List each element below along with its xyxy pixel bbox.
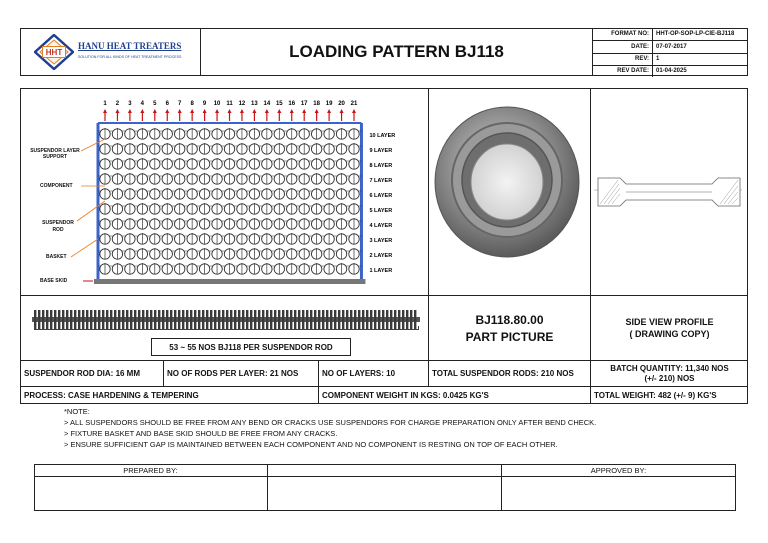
notes bbox=[64, 406, 744, 450]
company-tagline: SOLUTION FOR ALL KINDS OF HEAT TREATMENT PROCESS bbox=[78, 55, 182, 59]
rod-arrow-head bbox=[340, 109, 344, 113]
meta-row-format bbox=[593, 29, 748, 41]
side-view-caption-cell bbox=[591, 306, 748, 350]
rod-number: 12 bbox=[238, 101, 246, 107]
spec-component-weight: COMPONENT WEIGHT IN KGS: 0.0425 KG'S bbox=[322, 391, 489, 400]
rod-arrow-head bbox=[315, 109, 319, 113]
rod-number: 18 bbox=[313, 101, 320, 107]
rod-caption: 53 ~ 55 NOS BJ118 PER SUSPENDOR ROD bbox=[151, 338, 351, 356]
meta-row-rev-date bbox=[593, 66, 748, 77]
meta-label: DATE: bbox=[593, 41, 653, 53]
rod-arrow-head bbox=[190, 109, 194, 113]
spec-rod-dia: SUSPENDOR ROD DIA: 16 MM bbox=[24, 369, 141, 378]
rod-number: 4 bbox=[140, 101, 145, 107]
rod-arrow-head bbox=[165, 109, 169, 113]
meta-label: FORMAT NO: bbox=[593, 29, 653, 40]
callout-base-skid: BASE SKID bbox=[40, 278, 68, 284]
rod-number: 6 bbox=[165, 101, 169, 107]
rod-number: 8 bbox=[190, 101, 194, 107]
divider bbox=[590, 88, 591, 404]
spec-batch-qty bbox=[591, 361, 748, 386]
middle-signature-box bbox=[268, 477, 501, 511]
batch-qty-line1: BATCH QUANTITY: 11,340 NOS bbox=[610, 363, 729, 373]
loading-diagram bbox=[21, 89, 427, 294]
meta-value: HHT-OP-SOP-LP-CIE-BJ118 bbox=[656, 31, 735, 37]
rod-arrow-head bbox=[302, 109, 306, 113]
rod-number: 3 bbox=[128, 101, 132, 107]
meta-label: REV: bbox=[593, 54, 653, 65]
rod-arrow-head bbox=[240, 109, 244, 113]
rod-number: 5 bbox=[153, 101, 157, 107]
meta-value: 1 bbox=[656, 56, 660, 62]
callout-basket: BASKET bbox=[46, 254, 67, 260]
side-view-title: SIDE VIEW PROFILE bbox=[625, 317, 714, 327]
rod-arrow-head bbox=[215, 109, 219, 113]
batch-qty-line2: (+/- 210) NOS bbox=[644, 373, 695, 383]
part-code: BJ118.80.00 bbox=[475, 312, 544, 327]
layer-label: 4 LAYER bbox=[369, 223, 393, 229]
rod-arrow-head bbox=[352, 109, 356, 113]
part-caption: PART PICTURE bbox=[465, 329, 554, 344]
spec-rods-per-layer: NO OF RODS PER LAYER: 21 NOS bbox=[167, 369, 299, 378]
layer-label: 8 LAYER bbox=[369, 163, 393, 169]
rod-arrow-head bbox=[153, 109, 157, 113]
spec-total-weight: TOTAL WEIGHT: 482 (+/- 9) KG'S bbox=[594, 391, 717, 400]
base-skid bbox=[94, 279, 365, 284]
rod-number: 10 bbox=[213, 101, 221, 107]
rod-arrow-head bbox=[103, 109, 107, 113]
meta-label: REV DATE: bbox=[593, 66, 653, 77]
layer-label: 6 LAYER bbox=[369, 193, 393, 199]
spec-total-rods: TOTAL SUSPENDOR RODS: 210 NOS bbox=[432, 369, 574, 378]
note-item: > FIXTURE BASKET AND BASE SKID SHOULD BE FREE FROM ANY CRACKS. bbox=[64, 429, 338, 438]
rod-number: 14 bbox=[263, 101, 271, 107]
rod-number: 21 bbox=[350, 101, 358, 107]
meta-value: 07-07-2017 bbox=[656, 44, 687, 50]
side-view-drawing bbox=[592, 170, 746, 220]
meta-row-rev bbox=[593, 54, 748, 66]
logo-badge: HHT bbox=[42, 46, 66, 58]
note-item: > ALL SUSPENDORS SHOULD BE FREE FROM ANY BEND OR CRACKS USE SUSPENDORS FOR CHARGE PREPARATION ONLY AFTER BEND CHECK. bbox=[64, 418, 597, 427]
rod-arrow-head bbox=[140, 109, 144, 113]
meta-row-date bbox=[593, 41, 748, 54]
rod-number: 11 bbox=[226, 101, 233, 107]
rod-number: 7 bbox=[178, 101, 182, 107]
layer-label: 2 LAYER bbox=[369, 253, 393, 259]
rod-number: 17 bbox=[300, 101, 308, 107]
rod-number: 2 bbox=[115, 101, 120, 107]
callout-suspendor-rod: SUSPENDOR ROD bbox=[42, 220, 74, 233]
page-title: LOADING PATTERN BJ118 bbox=[201, 28, 593, 76]
rod-arrow-head bbox=[290, 109, 294, 113]
rod-number: 15 bbox=[275, 101, 283, 107]
rod-number: 19 bbox=[325, 101, 333, 107]
layer-label: 7 LAYER bbox=[369, 178, 393, 184]
note-item: > ENSURE SUFFICIENT GAP IS MAINTAINED BETWEEN EACH COMPONENT AND NO COMPONENT IS RESTING ON TOP OF EACH OTHER. bbox=[64, 440, 558, 449]
layer-label: 10 LAYER bbox=[369, 133, 396, 139]
rod-arrow-head bbox=[115, 109, 119, 113]
rod-arrow-head bbox=[128, 109, 132, 113]
part-caption-cell bbox=[429, 306, 590, 350]
callout-layer-support: SUSPENDOR LAYER SUPPORT bbox=[30, 148, 80, 160]
prepared-by-signature-box bbox=[34, 477, 267, 511]
company-name: HANU HEAT TREATERS bbox=[78, 41, 182, 51]
approved-by-label: APPROVED BY: bbox=[590, 465, 647, 475]
rod-arrow-head bbox=[203, 109, 207, 113]
rod-arrow-head bbox=[265, 109, 269, 113]
rod-number: 20 bbox=[338, 101, 345, 107]
spec-layers: NO OF LAYERS: 10 bbox=[322, 369, 396, 378]
rod-number: 16 bbox=[288, 101, 296, 107]
spec-process: PROCESS: CASE HARDENING & TEMPERING bbox=[24, 391, 199, 400]
meta-value: 01-04-2025 bbox=[656, 68, 687, 74]
rod-number: 1 bbox=[103, 101, 107, 107]
divider bbox=[20, 295, 748, 296]
callout-component: COMPONENT bbox=[40, 183, 73, 189]
layer-label: 9 LAYER bbox=[369, 148, 393, 154]
approved-by-signature-box bbox=[502, 477, 736, 511]
prepared-by-label: PREPARED BY: bbox=[123, 465, 178, 475]
rod-number: 9 bbox=[202, 101, 207, 107]
rod-arrow-head bbox=[327, 109, 331, 113]
layer-label: 3 LAYER bbox=[369, 238, 393, 244]
layer-label: 5 LAYER bbox=[369, 208, 393, 214]
meta-table bbox=[593, 29, 748, 75]
notes-heading: *NOTE: bbox=[64, 407, 90, 416]
rod-bracket bbox=[34, 326, 419, 330]
rod-arrow-head bbox=[228, 109, 232, 113]
callout-leader bbox=[71, 239, 98, 257]
rod-arrow-head bbox=[277, 109, 281, 113]
rod-number: 13 bbox=[251, 101, 258, 107]
part-picture bbox=[432, 100, 582, 260]
side-view-subtitle: ( DRAWING COPY) bbox=[629, 329, 710, 339]
rod-arrow-head bbox=[178, 109, 182, 113]
logo-cell bbox=[20, 28, 201, 76]
layer-label: 1 LAYER bbox=[369, 268, 393, 274]
rod-arrow-head bbox=[252, 109, 256, 113]
